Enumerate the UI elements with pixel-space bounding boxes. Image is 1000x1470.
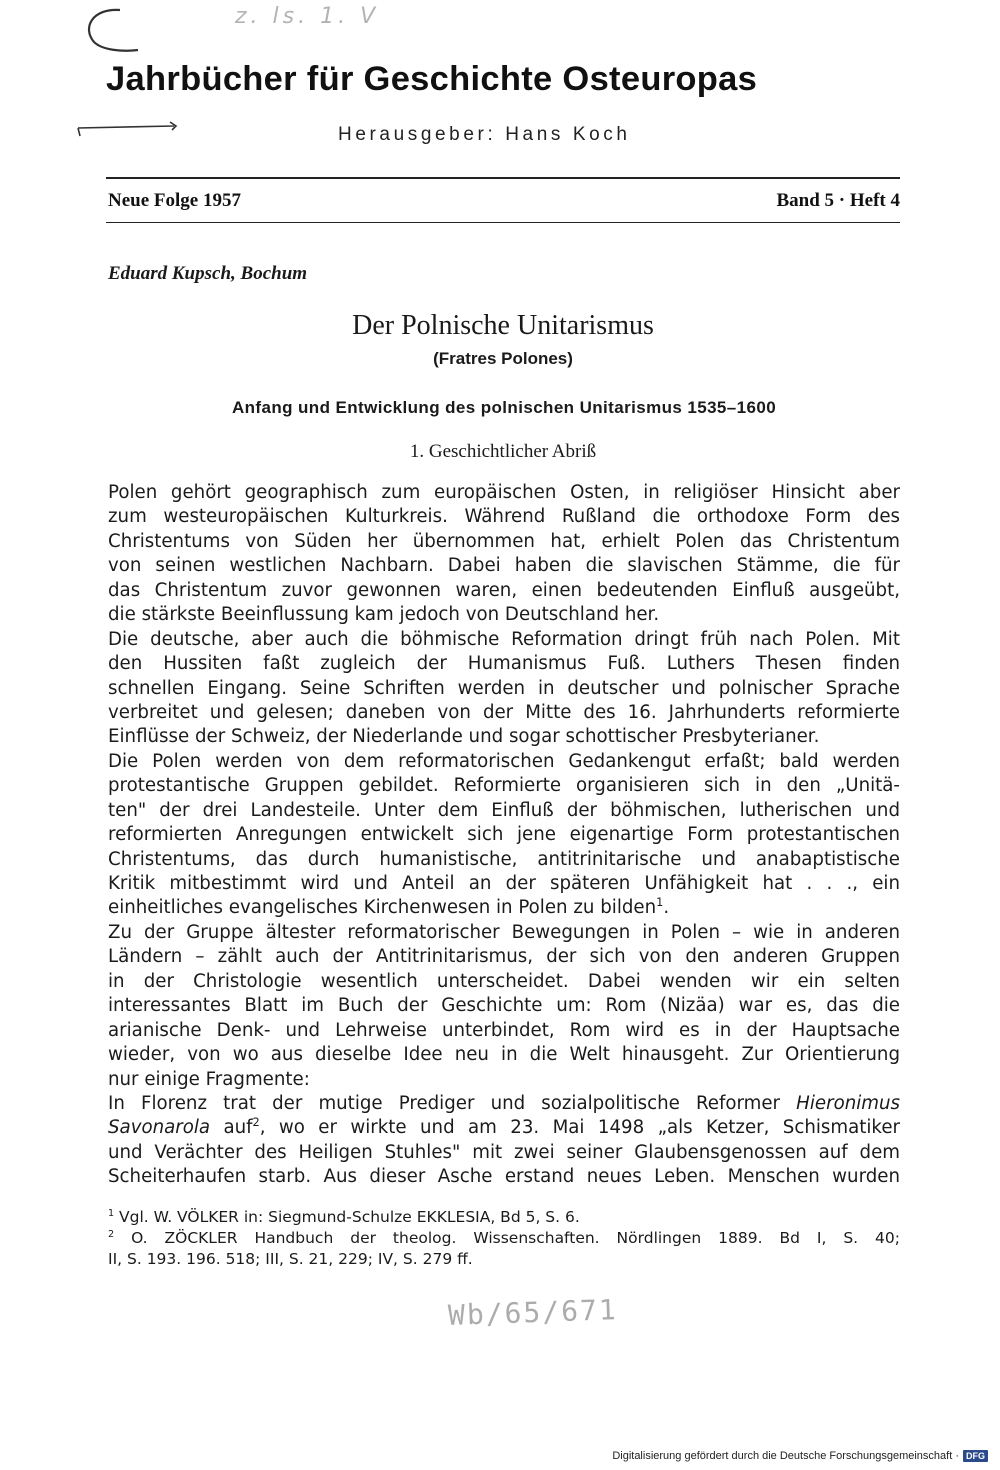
text-line: Christentums von Süden her übernommen hat, erhielt Polen das Christentum: [108, 530, 900, 552]
editor-line: Herausgeber: Hans Koch: [338, 124, 631, 145]
chapter-title: 1. Geschichtlicher Abriß: [409, 441, 597, 462]
text-line: Die Polen werden von dem reformatorischen Gedankengut erfaßt; bald werden: [108, 750, 900, 772]
text-fragment: einheitliches evangelisches Kirchenwesen in Polen zu bilden: [108, 897, 657, 919]
text-line: [108, 1092, 900, 1116]
footnote-continuation: II, S. 193. 196. 518; III, S. 21, 229; IV, S. 279 ff.: [108, 1250, 473, 1268]
archive-number: Wb/65/671: [447, 1293, 619, 1332]
header-rule-bottom: [106, 222, 900, 223]
text-line: den Hussiten faßt zugleich der Humanismus Fuß. Luthers Thesen finden: [108, 653, 900, 675]
journal-title: Jahrbücher für Geschichte Osteuropas: [106, 60, 758, 98]
text-line: Zu der Gruppe ältester reformatorischer Bewegungen in Polen – wie in anderen: [108, 921, 900, 943]
text-line: einheitliches evangelisches Kirchenwesen in Polen zu bilden$^1$.: [108, 896, 670, 919]
text-line: Die deutsche, aber auch die böhmische Reformation dringt früh nach Polen. Mit: [108, 628, 900, 650]
text-line: in der Christologie wesentlich unterscheidet. Dabei wenden wir ein selten: [108, 970, 900, 992]
text-line: reformierten Anregungen entwickelt sich jene eigenartige Form protestantischen: [108, 824, 900, 846]
article-body: [108, 481, 900, 1190]
text-line: Scheiterhaufen starb. Aus dieser Asche erstand neues Leben. Menschen wurden: [108, 1166, 900, 1188]
footnote: [108, 1207, 900, 1228]
text-line: verbreitet und gelesen; daneben von der Mitte des 16. Jahrhunderts reformierte: [108, 701, 900, 723]
text-line: das Christentum zuvor gewonnen waren, einen bedeutenden Einfluß ausgeübt,: [108, 579, 900, 601]
text-line: von seinen westlichen Nachbarn. Dabei haben die slavischen Stämme, die für: [108, 555, 900, 577]
series-year: Neue Folge 1957: [108, 190, 241, 211]
pencil-scribble-icon: [82, 6, 142, 56]
article-subtitle: (Fratres Polones): [433, 349, 573, 368]
article-author: Eduard Kupsch, Bochum: [108, 263, 308, 284]
text-line: die stärkste Beeinflussung kam jedoch von Deutschland her.: [108, 604, 660, 626]
text-line: Christentums, das durch humanistische, antitrinitarische und anabaptistische: [108, 848, 900, 870]
article-title: Der Polnische Unitarismus: [352, 310, 654, 341]
dfg-logo-icon: DFG: [963, 1450, 988, 1462]
margin-mark-icon: [74, 118, 184, 140]
text-fragment: auf: [223, 1117, 253, 1139]
footnote-ref: 2: [252, 1116, 260, 1130]
text-line: und Verächter des Heiligen Stuhles" mit zwei seiner Glaubensgenossen auf dem: [108, 1141, 900, 1163]
text-line: Einflüsse der Schweiz, der Niederlande und sogar schottischer Presbyterianer.: [108, 726, 820, 748]
text-fragment: In Florenz trat der mutige Prediger und sozialpolitische Reformer: [108, 1092, 781, 1114]
text-line: zum westeuropäischen Kulturkreis. Während Rußland die orthodoxe Form des: [108, 506, 900, 528]
footnote-mark: 1: [108, 1207, 115, 1219]
text-line: interessantes Blatt im Buch der Geschichte um: Rom (Nizäa) war es, das die: [108, 995, 900, 1017]
text-line: schnellen Eingang. Seine Schriften werden in deutscher und polnischer Sprache: [108, 677, 900, 699]
pencil-note: z. ls. 1. V: [235, 4, 380, 29]
header-rule-top: [106, 177, 900, 179]
footnote: [108, 1228, 900, 1249]
footnotes: [108, 1207, 900, 1270]
footnote-text: Vgl. W. VÖLKER in: Siegmund-Schulze EKKLESIA, Bd 5, S. 6.: [119, 1208, 580, 1226]
footnote-mark: 2: [108, 1228, 115, 1240]
text-line: [108, 1116, 900, 1140]
text-line: wieder, von wo aus dieselbe Idee neu in die Welt hinausgeht. Zur Orientierung: [108, 1044, 900, 1066]
text-line: Polen gehört geographisch zum europäischen Osten, in religiöser Hinsicht aber: [108, 482, 900, 503]
text-line: Ländern – zählt auch der Antitrinitarismus, der sich von den anderen Gruppen: [108, 946, 900, 968]
footnote-ref: 1: [656, 896, 664, 910]
text-line: nur einige Fragmente:: [108, 1068, 310, 1090]
dfg-footer: [612, 1450, 988, 1462]
text-line: ten" der drei Landesteile. Unter dem Einfluß der böhmischen, lutherischen und: [108, 799, 900, 821]
text-line: arianische Denk- und Lehrweise unterbindet, Rom wird es in der Hauptsache: [108, 1019, 900, 1041]
footnote-text: O. ZÖCKLER Handbuch der theolog. Wissenschaften. Nördlingen 1889. Bd I, S. 40;: [131, 1229, 900, 1247]
text-fragment: , wo er wirkte und am 23. Mai 1498 „als Ketzer, Schismatiker: [259, 1117, 900, 1139]
dfg-credit: Digitalisierung gefördert durch die Deutsche Forschungsgemeinschaft ·: [612, 1450, 959, 1462]
person-name: Hieronimus: [796, 1092, 900, 1114]
text-line: protestantische Gruppen gebildet. Reformierte organisieren sich in den „Unitä-: [108, 775, 900, 797]
text-line: Kritik mitbestimmt wird und Anteil an der späteren Unfähigkeit hat . . ., ein: [108, 873, 900, 894]
section-title: Anfang und Entwicklung des polnischen Unitarismus 1535–1600: [231, 398, 777, 417]
person-name: Savonarola: [108, 1117, 211, 1139]
volume-issue: Band 5 · Heft 4: [776, 190, 900, 211]
